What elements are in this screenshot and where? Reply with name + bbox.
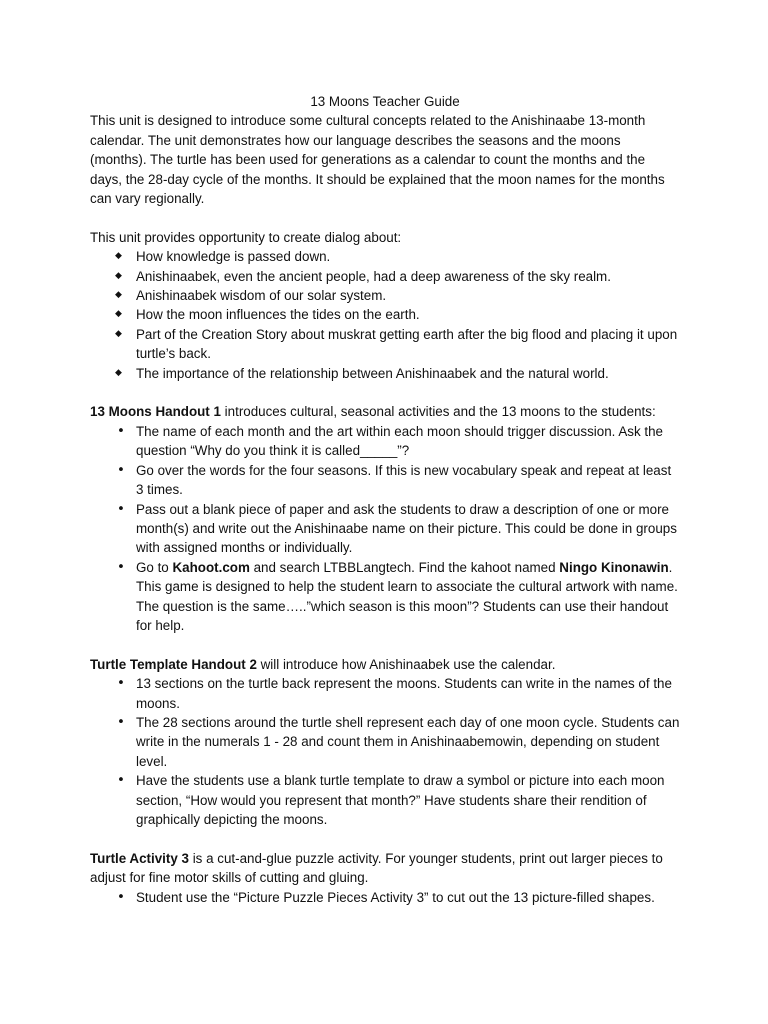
document-body: [90, 92, 680, 907]
spacer: [90, 208, 680, 227]
dialog-list: [90, 247, 680, 383]
activity3-paragraph: [90, 849, 680, 888]
handout2-list: [90, 674, 680, 829]
list-item: • Have the students use a blank turtle template to draw a symbol or picture into each moon section, “How would you represent that month?” Have students share their rendition of graphically depicting the moons.: [90, 771, 680, 829]
activity3-heading: Turtle Activity 3: [90, 850, 189, 866]
list-item: • The 28 sections around the turtle shell represent each day of one moon cycle. Students can write in the numerals 1 - 28 and count them in Anishinaabemowin, depending on student level.: [90, 713, 680, 771]
handout2-paragraph: [90, 655, 680, 674]
handout1-heading: 13 Moons Handout 1: [90, 404, 221, 420]
intro-paragraph: This unit is designed to introduce some cultural concepts related to the Anishinaabe 13-month calendar. The unit demonstrates how our language describes the seasons and the moons (months). The turtle has been used for generations as a calendar to count the months and the days, the 28-day cycle of the months. It should be explained that the moon names for the months can vary regionally.: [90, 113, 665, 207]
handout1-paragraph: [90, 402, 680, 421]
list-item: ◆ How knowledge is passed down.: [90, 247, 680, 266]
kahoot-site: Kahoot.com: [172, 559, 250, 575]
list-item: ◆ Part of the Creation Story about muskrat getting earth after the big flood and placing it upon turtle’s back.: [90, 325, 680, 364]
activity3-list: [90, 888, 680, 907]
handout2-lead: will introduce how Anishinaabek use the calendar.: [256, 656, 556, 672]
spacer: [90, 383, 680, 402]
document-title: 13 Moons Teacher Guide: [310, 94, 460, 109]
list-item-kahoot: • Go to Kahoot.com and search LTBBLangtech. Find the kahoot named Ningo Kinonawin. This game is designed to help the student learn to associate the cultural artwork with name. The question is the same…..”which season is this moon”? Students can use their handout for help.: [90, 558, 680, 636]
list-item: ◆ Anishinaabek wisdom of our solar system.: [90, 286, 680, 305]
activity3-lead: is a cut-and-glue puzzle activity. For younger students, print out larger pieces to adjust for fine motor skills of cutting and gluing.: [90, 850, 663, 886]
spacer: [90, 829, 680, 848]
list-item: • 13 sections on the turtle back represent the moons. Students can write in the names of the moons.: [90, 674, 680, 713]
spacer: [90, 635, 680, 654]
list-item: ◆ Anishinaabek, even the ancient people, had a deep awareness of the sky realm.: [90, 267, 680, 286]
list-item: ◆ How the moon influences the tides on the earth.: [90, 305, 680, 324]
handout1-lead: introduces cultural, seasonal activities and the 13 moons to the students:: [220, 404, 656, 420]
handout2-heading: Turtle Template Handout 2: [90, 656, 257, 672]
list-item: ◆ The importance of the relationship between Anishinaabek and the natural world.: [90, 364, 680, 383]
dialog-lead: This unit provides opportunity to create dialog about:: [90, 229, 402, 245]
list-item: • Pass out a blank piece of paper and ask the students to draw a description of one or more month(s) and write out the Anishinaabe name on their picture. This could be done in groups with assigned months or individually.: [90, 500, 680, 558]
list-item: • Student use the “Picture Puzzle Pieces Activity 3” to cut out the 13 picture-filled shapes.: [90, 888, 680, 907]
kahoot-name: Ningo Kinonawin: [559, 559, 669, 575]
handout1-list: [90, 422, 680, 635]
list-item: • Go over the words for the four seasons. If this is new vocabulary speak and repeat at least 3 times.: [90, 461, 680, 500]
list-item: • The name of each month and the art within each moon should trigger discussion. Ask the question “Why do you think it is called_____”?: [90, 422, 680, 461]
